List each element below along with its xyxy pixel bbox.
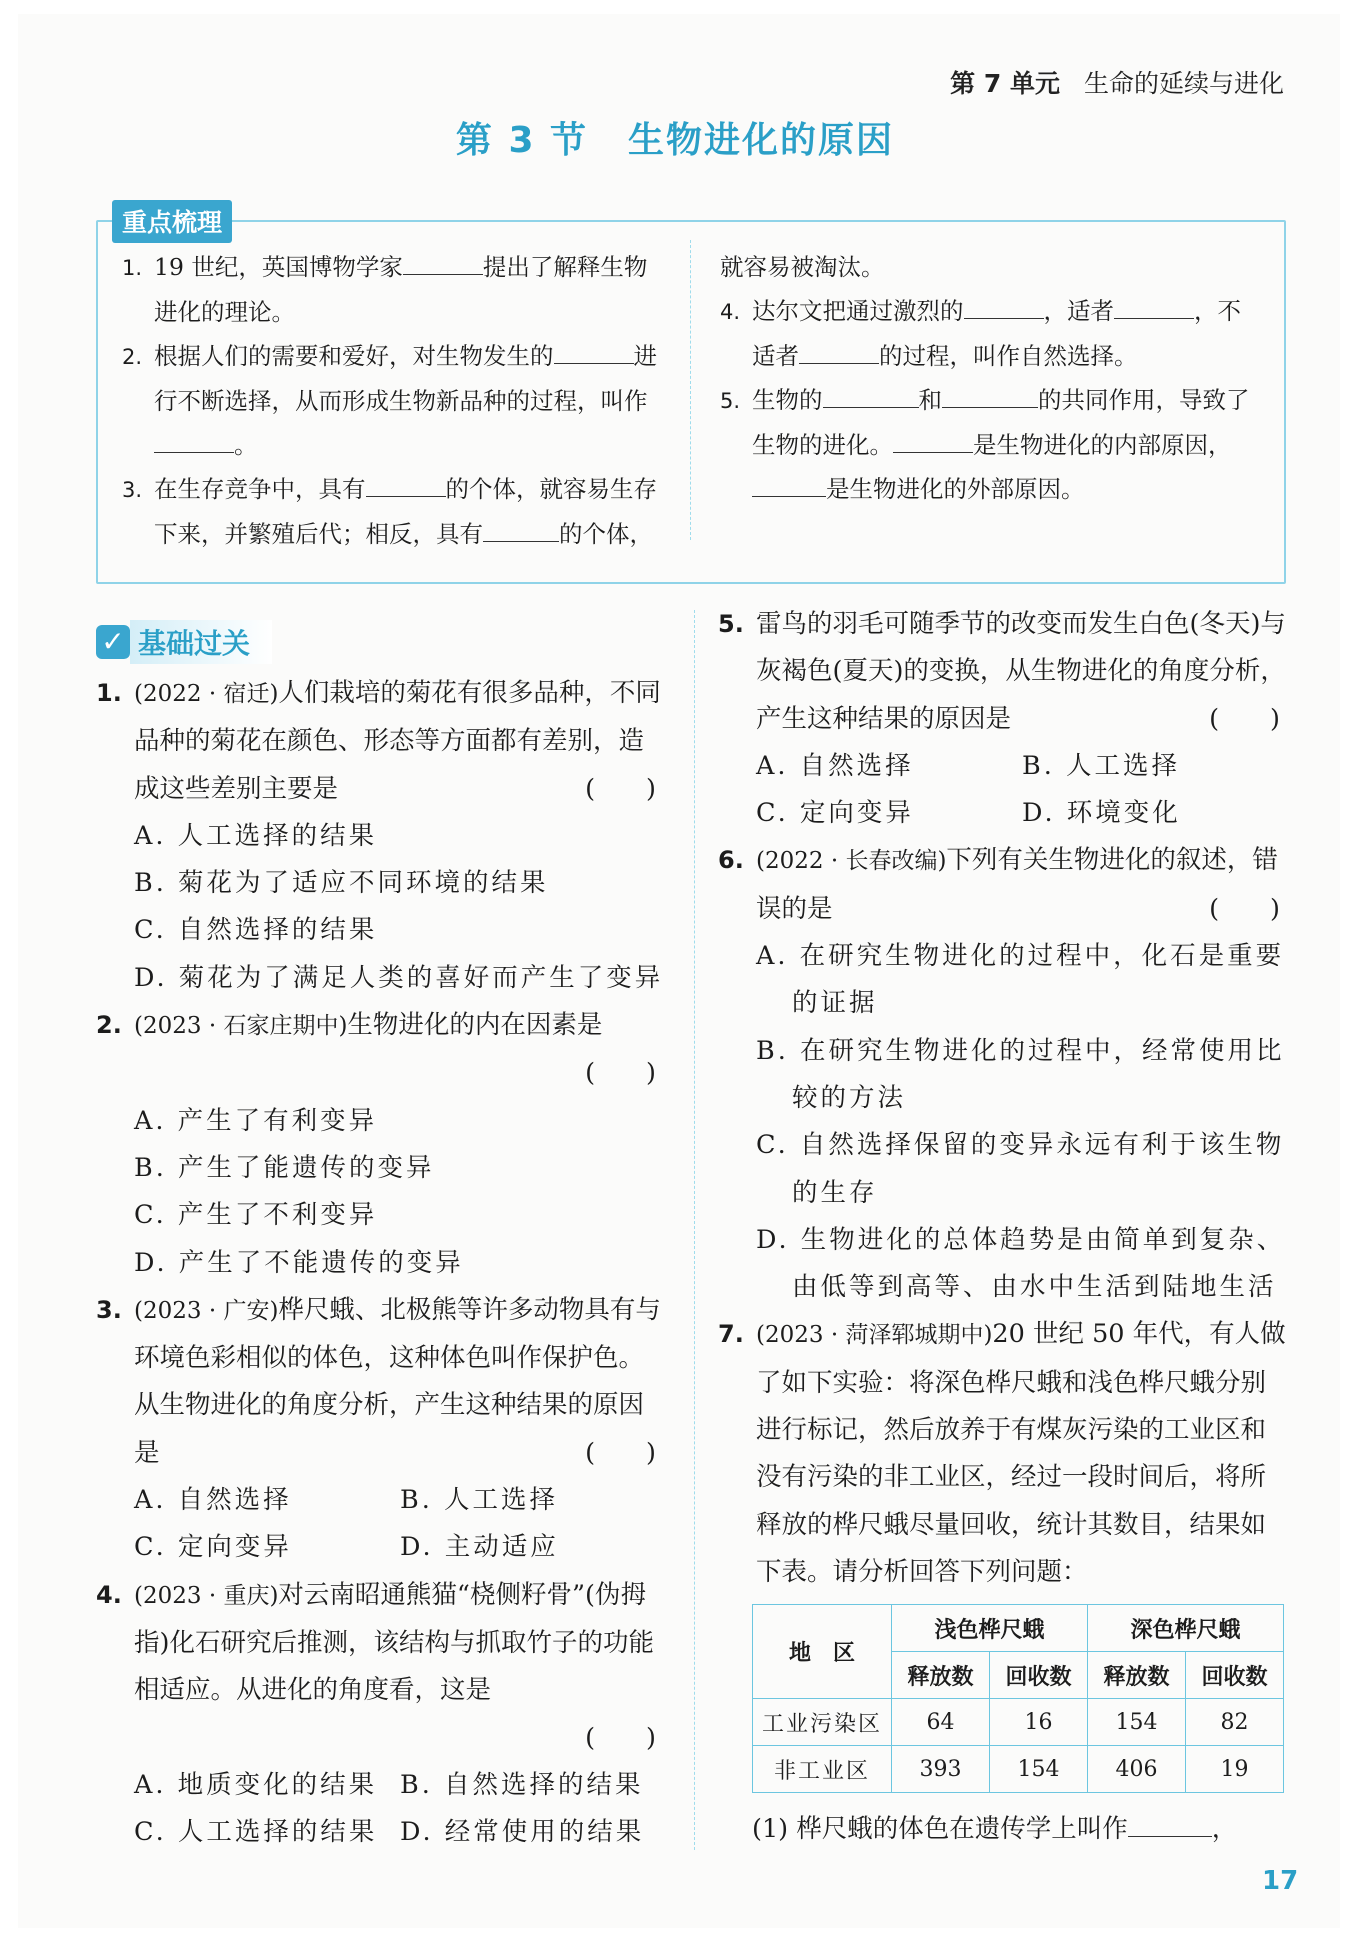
answer-paren[interactable]: ( ) [1209,893,1280,924]
table-cell: 393 [892,1746,990,1793]
moth-data-table [752,1604,1284,1793]
option-a[interactable]: A. 在研究生物进化的过程中，化石是重要的证据 [756,941,1285,1019]
basic-section-heading [96,620,272,662]
section-number: 第 3 节 [455,120,589,161]
option-d[interactable]: D. 经常使用的结果 [400,1817,645,1848]
option-d[interactable]: D. 主动适应 [400,1532,559,1563]
answer-paren[interactable]: ( ) [585,1058,656,1089]
question-7-sub-1: (1) 桦尺蛾的体色在遗传学上叫作 ， [752,1808,1237,1845]
answer-blank[interactable] [366,468,446,497]
key-point-2: 2. 根据人们的需要和爱好，对生物发生的 进行不断选择，从而形成生物新品种的过程，叫作。 [122,334,667,467]
question-2: 2. (2023 · 石家庄期中)生物进化的内在因素是 [96,1010,603,1041]
table-header-released: 释放数 [1088,1652,1186,1699]
options-row [96,1762,666,1809]
answer-blank[interactable] [403,246,483,275]
table-header-released: 释放数 [892,1652,990,1699]
table-header-recaptured: 回收数 [1186,1652,1284,1699]
table-cell-region: 非工业区 [753,1746,892,1793]
options-row [96,1524,666,1571]
options-row [718,790,1290,837]
option-b[interactable]: B. 产生了能遗传的变异 [134,1152,435,1183]
option-b[interactable]: B. 人工选择 [400,1485,558,1516]
key-points-divider [690,240,691,540]
table-cell: 406 [1088,1746,1186,1793]
answer-blank[interactable] [483,513,559,542]
basic-section-label: 基础过关 [130,620,272,664]
option-d[interactable]: D. 环境变化 [1022,798,1181,829]
option-a[interactable]: A. 自然选择 [756,750,914,781]
section-title [0,112,1350,163]
answer-paren[interactable]: ( ) [585,1722,656,1753]
table-cell: 16 [990,1699,1088,1746]
page-number: 17 [1262,1866,1299,1896]
answer-paren[interactable]: ( ) [585,773,656,804]
column-divider [694,610,695,1850]
checkmark-icon: ✓ [96,625,130,659]
option-b[interactable]: B. 自然选择的结果 [400,1769,644,1800]
key-point-1: 1. 19 世纪，英国博物学家 提出了解释生物进化的理论。 [122,245,667,334]
answer-blank[interactable] [964,290,1044,319]
option-d[interactable]: D. 菊花为了满足人类的喜好而产生了变异 [134,962,664,993]
answer-blank[interactable] [823,379,919,408]
option-d[interactable]: D. 产生了不能遗传的变异 [134,1247,464,1278]
options-row [96,1477,666,1524]
option-a[interactable]: A. 产生了有利变异 [134,1105,378,1136]
option-c[interactable]: C. 产生了不利变异 [134,1200,378,1231]
table-header-dark-moth: 深色桦尺蛾 [1088,1605,1284,1652]
option-a[interactable]: A. 地质变化的结果 [134,1769,378,1800]
answer-blank[interactable] [942,379,1038,408]
answer-paren[interactable]: ( ) [1209,703,1280,734]
option-c[interactable]: C. 自然选择保留的变异永远有利于该生物的生存 [756,1130,1285,1208]
option-b[interactable]: B. 菊花为了适应不同环境的结果 [134,868,549,899]
running-header [950,64,1284,100]
table-row [753,1746,1284,1793]
table-cell: 154 [990,1746,1088,1793]
answer-blank[interactable] [1128,1808,1212,1837]
question-4: 4. (2023 · 重庆)对云南昭通熊猫“桡侧籽骨”(伪拇指)化石研究后推测，该结构与抓取竹子的功能相适应。从进化的角度看，这是 [96,1579,654,1706]
section-name: 生物进化的原因 [628,120,895,161]
key-points-tag: 重点梳理 [112,200,232,243]
question-1: 1. (2022 · 宿迁)人们栽培的菊花有很多品种，不同品种的菊花在颜色、形态等方面都有差别，造成这些差别主要是 ( ) [96,670,666,813]
option-a[interactable]: A. 人工选择的结果 [134,820,378,851]
table-cell: 64 [892,1699,990,1746]
answer-blank[interactable] [1114,290,1194,319]
option-d[interactable]: D. 生物进化的总体趋势是由简单到复杂、由低等到高等、由水中生活到陆地生活 [756,1224,1286,1303]
key-points-right [720,245,1260,511]
option-c[interactable]: C. 自然选择的结果 [134,915,378,946]
question-6: 6. (2022 · 长春改编)下列有关生物进化的叙述，错误的是 ( ) [718,837,1290,933]
option-b[interactable]: B. 人工选择 [1022,750,1180,781]
question-5: 5. 雷鸟的羽毛可随季节的改变而发生白色(冬天)与灰褐色(夏天)的变换，从生物进化的角度分析，产生这种结果的原因是 ( ) [718,601,1290,743]
answer-blank[interactable] [752,468,826,497]
answer-blank[interactable] [554,335,634,364]
table-cell: 154 [1088,1699,1186,1746]
table-cell: 19 [1186,1746,1284,1793]
unit-number: 第 7 单元 [950,69,1060,98]
key-point-5: 5. 生物的 和 的共同作用，导致了生物的进化。 是生物进化的内部原因，是生物进化的外部原因。 [720,378,1260,511]
questions-left-column [96,670,666,1856]
options-row [718,743,1290,790]
unit-title: 生命的延续与进化 [1083,69,1284,98]
question-7: 7. (2023 · 菏泽郓城期中)20 世纪 50 年代，有人做了如下实验：将深色桦尺蛾和浅色桦尺蛾分别进行标记，然后放养于有煤灰污染的工业区和没有污染的非工业区，经过一段时间后，将所释放的桦尺蛾尽量回收，统计其数目，结果如下表。请分析回答下列问题： [718,1319,1286,1587]
option-c[interactable]: C. 定向变异 [756,798,914,829]
questions-right-column [718,601,1290,1596]
answer-blank[interactable] [893,424,973,453]
option-a[interactable]: A. 自然选择 [134,1485,292,1516]
key-point-3: 3. 在生存竞争中，具有 的个体，就容易生存下来，并繁殖后代；相反，具有 的个体， [122,467,667,556]
table-row [753,1699,1284,1746]
table-header-region: 地 区 [753,1605,892,1699]
table-header-recaptured: 回收数 [990,1652,1088,1699]
table-cell: 82 [1186,1699,1284,1746]
answer-blank[interactable] [154,424,234,453]
option-c[interactable]: C. 定向变异 [134,1532,292,1563]
question-3: 3. (2023 · 广安)桦尺蛾、北极熊等许多动物具有与环境色彩相似的体色，这种体色叫作保护色。从生物进化的角度分析，产生这种结果的原因是 ( ) [96,1287,666,1477]
option-c[interactable]: C. 人工选择的结果 [134,1817,378,1848]
options-row [96,1809,666,1856]
option-b[interactable]: B. 在研究生物进化的过程中，经常使用比较的方法 [756,1035,1285,1113]
key-points-left [122,245,667,556]
key-point-4: 4. 达尔文把通过激烈的 ，适者 ，不适者 的过程，叫作自然选择。 [720,289,1260,378]
answer-blank[interactable] [799,335,879,364]
answer-paren[interactable]: ( ) [585,1437,656,1468]
key-point-3-continued: 就容易被淘汰。 [720,253,885,281]
table-cell-region: 工业污染区 [753,1699,892,1746]
table-header-light-moth: 浅色桦尺蛾 [892,1605,1088,1652]
